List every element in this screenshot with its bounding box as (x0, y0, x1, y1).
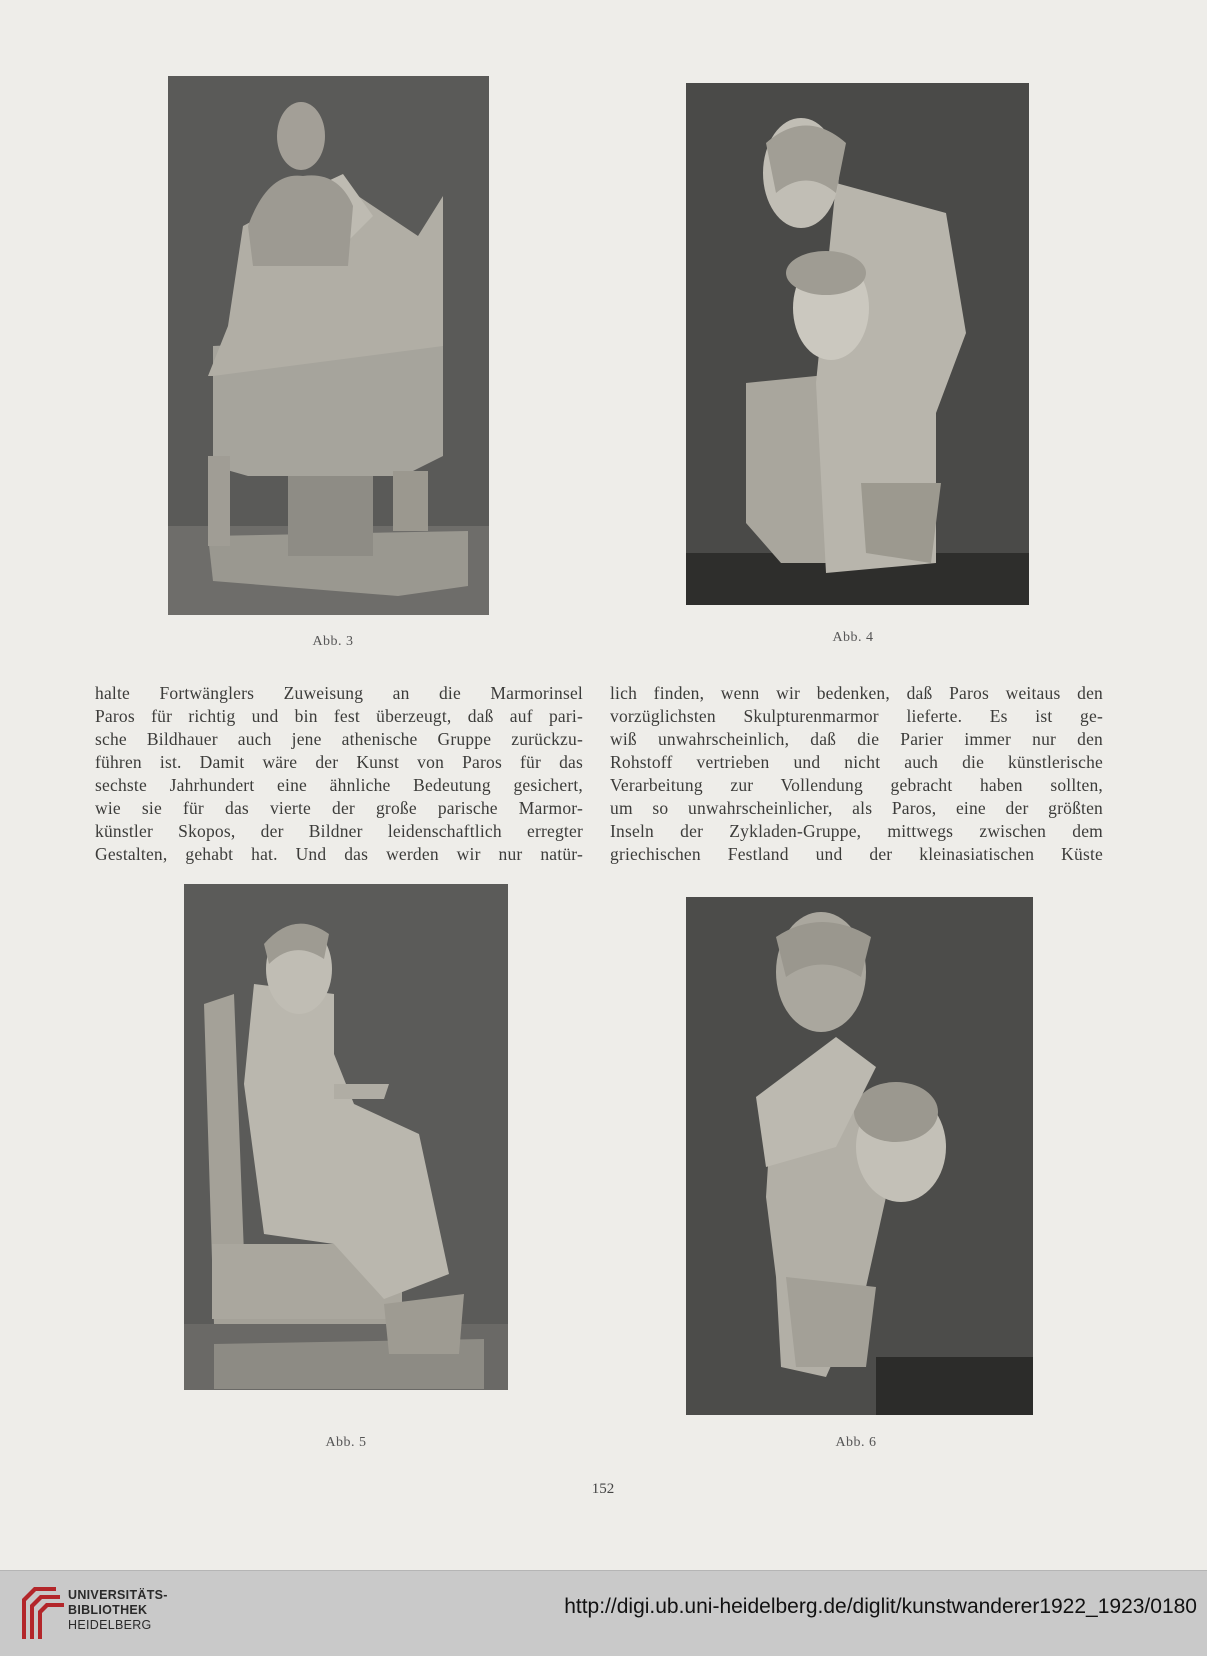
seated-statue-back-image (168, 76, 489, 615)
figure-abb-4-caption: Abb. 4 (832, 630, 874, 645)
figure-abb-6-photo (686, 897, 1033, 1415)
text-line: halte Fortwänglers Zuweisung an die Marmorinsel (95, 683, 583, 703)
text-line: Rohstoff vertrieben und nicht auch die künstlerische (610, 752, 1103, 772)
library-name-line: UNIVERSITÄTS- (68, 1588, 168, 1602)
text-line: vorzüglichsten Skulpturenmarmor lieferte. Es ist ge- (610, 706, 1103, 726)
page-number: 152 (591, 1481, 615, 1497)
figure-abb-4-photo (686, 83, 1029, 605)
sculpture-group-front-image (686, 83, 1029, 605)
text-line: Paros für richtig und bin fest überzeugt, daß auf pari- (95, 706, 583, 726)
library-name-line: BIBLIOTHEK (68, 1603, 148, 1617)
text-line: um so unwahrscheinlicher, als Paros, eine der größten (610, 798, 1103, 818)
text-line: künstler Skopos, der Bildner leidenschaftlich erregter (95, 821, 583, 841)
text-line: sechste Jahrhundert eine ähnliche Bedeutung gesichert, (95, 775, 583, 795)
text-line: lich finden, wenn wir bedenken, daß Paros weitaus den (610, 683, 1103, 703)
text-line: sche Bildhauer auch jene athenische Gruppe zurückzu- (95, 729, 583, 749)
body-text-left-column (95, 682, 583, 866)
seated-statue-side-image (184, 884, 508, 1390)
text-line: wie sie für das vierte der große parische Marmor- (95, 798, 583, 818)
figure-abb-3-photo (168, 76, 489, 615)
source-url-link[interactable]: http://digi.ub.uni-heidelberg.de/diglit/kunstwanderer1922_1923/0180 (564, 1595, 1197, 1618)
figure-abb-3-caption: Abb. 3 (312, 634, 354, 649)
text-line: Gestalten, gehabt hat. Und das werden wir nur natür- (95, 844, 583, 864)
library-logo-icon (14, 1581, 64, 1643)
figure-abb-6-caption: Abb. 6 (835, 1435, 877, 1450)
sculpture-group-side-image (686, 897, 1033, 1415)
figure-abb-5-photo (184, 884, 508, 1390)
figure-abb-5-caption: Abb. 5 (325, 1435, 367, 1450)
text-line: wiß unwahrscheinlich, daß die Parier immer nur den (610, 729, 1103, 749)
text-line: griechischen Festland und der kleinasiatischen Küste (610, 844, 1103, 864)
body-text-right-column (610, 682, 1103, 866)
library-name-line: HEIDELBERG (68, 1618, 152, 1632)
text-line: führen ist. Damit wäre der Kunst von Paros für das (95, 752, 583, 772)
text-line: Inseln der Zykladen-Gruppe, mittwegs zwischen dem (610, 821, 1103, 841)
library-name (68, 1588, 168, 1633)
digitization-footer (0, 1570, 1207, 1656)
text-line: Verarbeitung zur Vollendung gebracht haben sollten, (610, 775, 1103, 795)
